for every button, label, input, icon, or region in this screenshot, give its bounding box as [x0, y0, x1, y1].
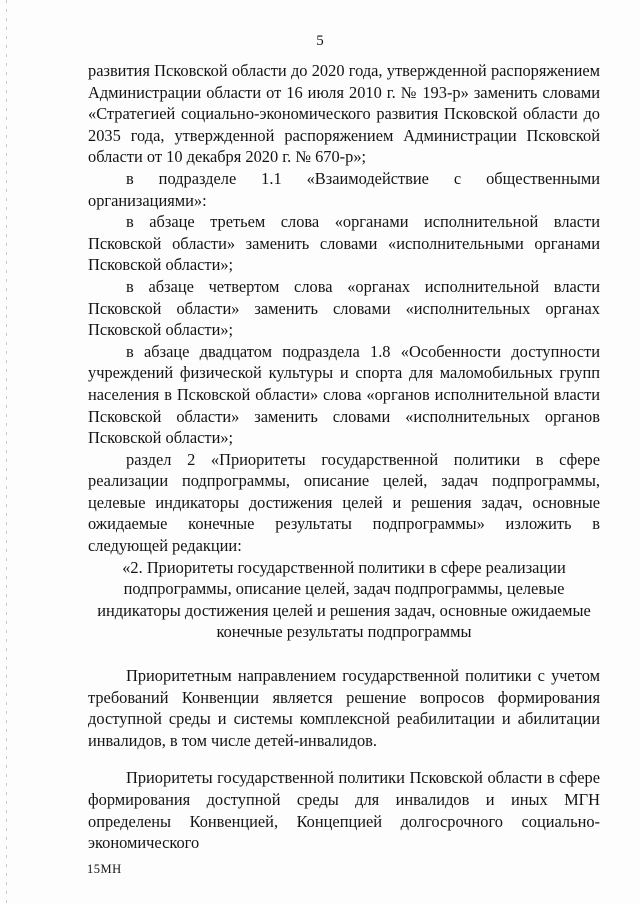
paragraph-twentieth-clause: в абзаце двадцатом подраздела 1.8 «Особенности доступности учреждений физической культуры и спорта для маломобильных групп населения в Псковской области» слова «органов исполнительной власти Псковской области» заменить словами «исполнительных органов Псковской области»;	[88, 341, 600, 448]
blank-line	[88, 643, 600, 665]
paragraph-third-clause: в абзаце третьем слова «органами исполнительной власти Псковской области» заменить словами «исполнительными органами Псковской области»;	[88, 212, 600, 275]
footer-code: 15МН	[87, 862, 122, 876]
document-body	[88, 60, 600, 854]
section-heading-line: конечные результаты подпрограммы	[216, 622, 472, 642]
paragraph-priorities: Приоритеты государственной политики Псковской области в сфере формирования доступной среды для инвалидов и иных МГН определены Конвенцией, Концепцией долгосрочного социально-экономического	[88, 768, 600, 853]
section-heading-line: подпрограммы, описание целей, задач подпрограммы, целевые	[123, 579, 565, 599]
paragraph-priority-direction: Приоритетным направлением государственной политики с учетом требований Конвенции является решение вопросов формирования доступной среды и системы комплексной реабилитации и абилитации инвалидов, в том числе детей-инвалидов.	[88, 666, 600, 750]
paragraph-fourth-clause: в абзаце четвертом слова «органах исполнительной власти Псковской области» заменить словами «исполнительных органах Псковской области»;	[88, 276, 600, 340]
paragraph-section-2: раздел 2 «Приоритеты государственной политики в сфере реализации подпрограммы, описание целей, задач подпрограммы, целевые индикаторы достижения целей и решения задач, основные ожидаемые конечные результаты подпрограммы» изложить в следующей редакции:	[88, 449, 600, 556]
section-heading	[88, 557, 600, 643]
section-heading-line: индикаторы достижения целей и решения задач, основные ожидаемые	[97, 600, 591, 620]
page-number: 5	[316, 33, 324, 49]
section-heading-line: «2. Приоритеты государственной политики в сфере реализации	[122, 557, 566, 577]
scan-edge	[6, 0, 7, 905]
paragraph-subsection-1-1: в подразделе 1.1 «Взаимодействие с общественными организациями»:	[88, 168, 600, 210]
paragraph-continuation: развития Псковской области до 2020 года, утвержденной распоряжением Администрации области от 16 июля 2010 г. № 193-р» заменить словами «Стратегией социально-экономического развития Псковской области до 2035 года, утвержденной распоряжением Администрации Псковской области от 10 декабря 2020 г. № 670-р»;	[88, 61, 600, 167]
